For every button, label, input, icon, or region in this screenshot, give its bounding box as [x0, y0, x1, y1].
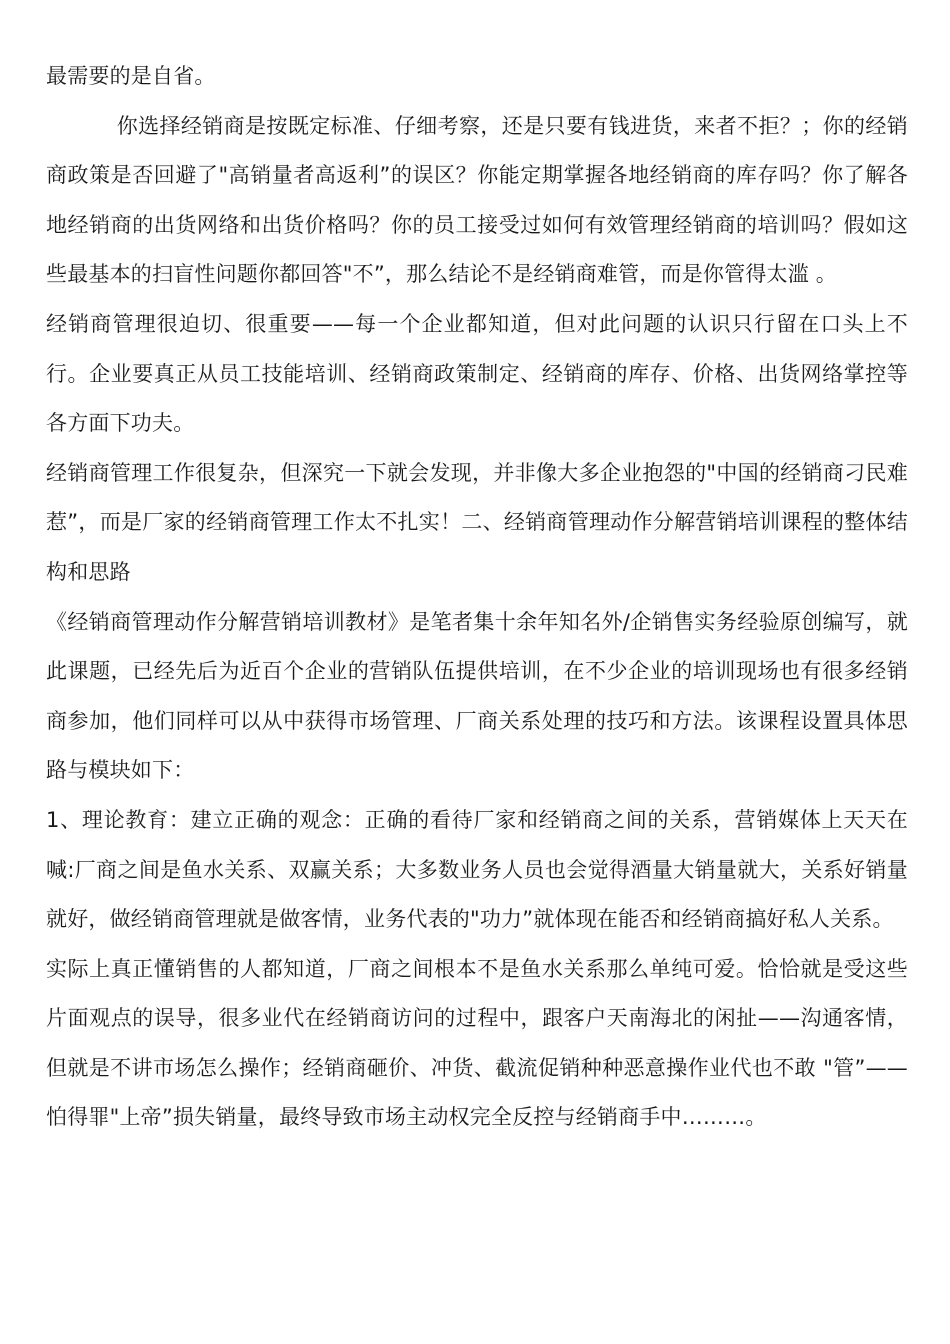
- paragraph-3: 经销商管理很迫切、很重要——每一个企业都知道，但对此问题的认识只行留在口头上不行。企业要真正从员工技能培训、经销商政策制定、经销商的库存、价格、出货网络掌控等各方面下功夫。: [46, 311, 908, 436]
- paragraph-1: 最需要的是自省。: [46, 64, 216, 88]
- paragraph-4: 经销商管理工作很复杂，但深究一下就会发现，并非像大多企业抱怨的"中国的经销商刁民难惹”，而是厂家的经销商管理工作太不扎实！二、经销商管理动作分解营销培训课程的整体结构和思路: [46, 460, 908, 584]
- paragraph-5: 《经销商管理动作分解营销培训教材》是笔者集十余年知名外/企销售实务经验原创编写，就此课题，已经先后为近百个企业的营销队伍提供培训，在不少企业的培训现场也有很多经销商参加，他们同样可以从中获得市场管理、厂商关系处理的技巧和方法。该课程设置具体思路与模块如下：: [46, 609, 908, 783]
- paragraph-7: 实际上真正懂销售的人都知道，厂商之间根本不是鱼水关系那么单纯可爱。恰恰就是受这些片面观点的误导，很多业代在经销商访问的过程中，跟客户天南海北的闲扯——沟通客情，但就是不讲市场怎么操作；经销商砸价、冲货、截流促销种种恶意操作业代也不敢 "管”——怕得罪"上帝”损失销量，最终导致市场主动权完全反控与经销商手中………。: [46, 956, 908, 1130]
- document-page: [46, 52, 908, 1143]
- paragraph-6: 1、理论教育：建立正确的观念：正确的看待厂家和经销商之间的关系，营销媒体上天天在喊:厂商之间是鱼水关系、双赢关系；大多数业务人员也会觉得酒量大销量就大，关系好销量就好，做经销商管理就是做客情，业务代表的"功力”就体现在能否和经销商搞好私人关系。: [46, 807, 908, 932]
- paragraph-2: 你选择经销商是按既定标准、仔细考察，还是只要有钱进货，来者不拒？；你的经销商政策是否回避了"高销量者高返利”的误区？你能定期掌握各地经销商的库存吗？你了解各地经销商的出货网络和出货价格吗？你的员工接受过如何有效管理经销商的培训吗？假如这些最基本的扫盲性问题你都回答"不”，那么结论不是经销商难管，而是你管得太滥 。: [46, 113, 908, 287]
